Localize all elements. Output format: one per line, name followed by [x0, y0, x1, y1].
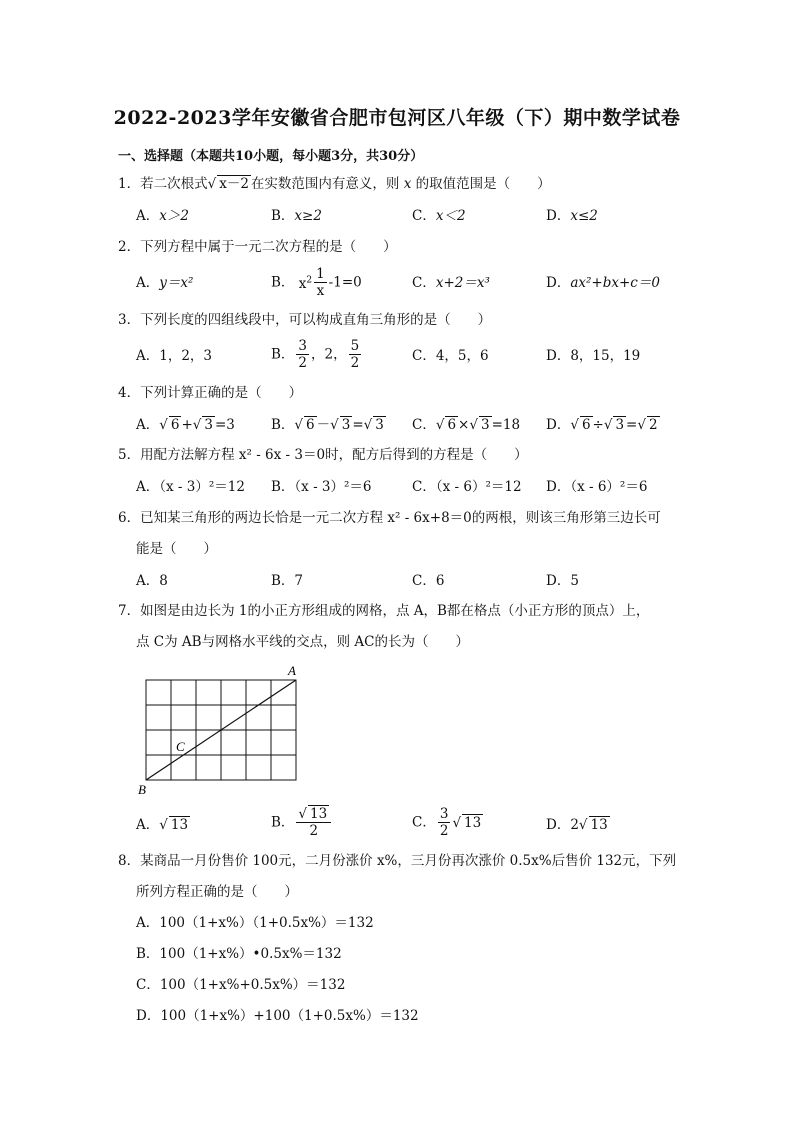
option-value: x≤2 [570, 208, 598, 224]
option-value: ax²+bx+c＝0 [570, 275, 660, 291]
q3-option-d[interactable] [546, 346, 640, 366]
radicand: 6 [170, 417, 180, 433]
radicand: 3 [480, 417, 490, 433]
option-label: A． [136, 573, 160, 589]
q4-option-d[interactable] [546, 415, 660, 435]
option-value: 6 [435, 573, 445, 589]
option-label: C． [412, 208, 436, 224]
q4-option-c[interactable] [412, 415, 520, 435]
radicand: 3 [615, 417, 625, 433]
result: = [626, 417, 638, 433]
option-label: B． [271, 814, 295, 831]
question-4: 4．下列计算正确的是（ ） [118, 385, 303, 401]
option-label: C． [412, 275, 436, 291]
sqrt: √ 13 [578, 817, 608, 833]
option-label: B． [271, 346, 295, 363]
q7b-fraction [296, 806, 331, 839]
option-label: D． [546, 573, 571, 589]
q2-option-b[interactable] [271, 266, 362, 299]
section-heading: 一、选择题（本题共10小题，每小题3分，共30分） [118, 149, 424, 164]
q2-option-a[interactable] [136, 273, 193, 293]
option-label: D． [546, 479, 571, 495]
sqrt: √ 6 [294, 417, 315, 433]
question-2: 2．下列方程中属于一元二次方程的是（ ） [118, 239, 397, 255]
q1-option-a[interactable] [136, 206, 189, 226]
radicand: 13 [464, 814, 482, 831]
q8-option-c[interactable]: C．100（1+x%+0.5x%）＝132 [136, 977, 346, 993]
option-label: D． [546, 817, 571, 833]
sqrt: √ 13 [159, 817, 189, 833]
option-label: C． [412, 479, 436, 495]
radicand: 13 [170, 817, 189, 833]
option-value [299, 276, 312, 292]
q3-option-b[interactable] [271, 338, 363, 371]
q1-var: x [403, 176, 412, 192]
question-3: 3．下列长度的四组线段中，可以构成直角三角形的是（ ） [118, 312, 492, 328]
option-value: 1，2，3 [159, 348, 213, 364]
operator: ÷ [592, 417, 604, 433]
question-5: 5．用配方法解方程 x² - 6x - 3＝0时，配方后得到的方程是（ ） [118, 447, 528, 463]
sqrt: √ 3 [469, 417, 490, 433]
option-label: B． [271, 274, 295, 291]
question-8-line-1: 8．某商品一月份售价 100元，二月份涨价 x%，三月份再次涨价 0.5x%后售价 132元，下列 [118, 853, 677, 869]
q3b-n1: 3 [298, 338, 308, 354]
option-label: C． [412, 573, 436, 589]
q5-option-c[interactable] [412, 477, 522, 497]
operator: × [458, 417, 470, 433]
sqrt: √ 6 [159, 417, 180, 433]
radicand: 13 [310, 806, 328, 822]
q7b-den: 2 [309, 823, 319, 839]
radicand: 3 [204, 417, 213, 433]
q5-option-b[interactable] [271, 477, 372, 497]
q2b-post: -1=0 [328, 274, 362, 291]
q7b-num [296, 806, 331, 823]
radicand: 2 [648, 417, 658, 433]
q8-option-a[interactable]: A．100（1+x%）（1+0.5x%）＝132 [136, 915, 374, 931]
option-value: （x - 3）²＝6 [294, 479, 372, 495]
q1-option-b[interactable] [271, 206, 322, 226]
q1-radicand: x－2 [219, 176, 249, 192]
question-7-line-2: 点 C为 AB与网格水平线的交点，则 AC的长为（ ） [136, 634, 469, 650]
radicand: 6 [447, 417, 457, 433]
result: =3 [214, 417, 235, 433]
radicand: 3 [341, 417, 351, 433]
point-a-label: A [288, 663, 296, 678]
sqrt: √ 3 [330, 417, 351, 433]
q7-option-b[interactable] [271, 806, 333, 839]
sqrt: √ 6 [435, 417, 457, 433]
option-label: B． [271, 479, 295, 495]
sqrt: √ 3 [603, 417, 625, 433]
q6-option-a[interactable] [136, 571, 168, 591]
q3-option-c[interactable] [412, 346, 489, 366]
q2b-exp: 2 [306, 275, 313, 286]
q3b-d1: 2 [298, 355, 308, 371]
q2b-num: 1 [316, 266, 325, 282]
option-value: （x - 6）²＝12 [435, 479, 522, 495]
option-label: B． [271, 208, 295, 224]
q5-option-d[interactable] [546, 477, 647, 497]
q4-option-a[interactable] [136, 415, 235, 435]
q3b-n2: 5 [350, 338, 360, 354]
option-label: B． [271, 417, 295, 433]
q8-option-b[interactable]: B．100（1+x%）•0.5x%＝132 [136, 946, 342, 962]
radicand: 3 [375, 417, 384, 433]
option-label: A． [136, 275, 160, 291]
q7-option-c[interactable] [412, 806, 483, 839]
radicand: 6 [306, 417, 315, 433]
sqrt: √ 13 [452, 814, 482, 831]
q7-option-a[interactable] [136, 815, 190, 835]
sqrt: √ 3 [192, 417, 213, 433]
q1-text-c: 的取值范围是（ ） [415, 176, 551, 192]
result: =18 [491, 417, 521, 433]
option-label: D． [546, 417, 571, 433]
q7c-fraction [438, 806, 451, 839]
q3b-frac1 [296, 338, 309, 371]
option-value: 8 [159, 573, 168, 589]
result: = [352, 417, 364, 433]
option-value: x＞2 [159, 208, 189, 224]
option-label: A． [136, 417, 160, 433]
point-c-label: C [176, 739, 185, 754]
sqrt: √ 13 [298, 806, 328, 822]
option-value: 5 [570, 573, 579, 589]
option-label: B． [271, 573, 295, 589]
option-value: x+2＝x³ [435, 275, 490, 291]
q2-option-c[interactable] [412, 273, 490, 293]
q1-text-b: 在实数范围内有意义，则 [250, 176, 400, 192]
option-label: A． [136, 208, 160, 224]
option-label: C． [412, 417, 436, 433]
grid-figure [136, 662, 311, 800]
option-value: （x - 3）²＝12 [159, 479, 245, 495]
option-value: （x - 6）²＝6 [570, 479, 648, 495]
question-7-line-1: 7．如图是由边长为 1的小正方形组成的网格，点 A，B都在格点（小正方形的顶点）上， [118, 603, 650, 619]
option-value: 8，15，19 [570, 348, 641, 364]
option-label: D． [546, 348, 571, 364]
point-b-label: B [138, 782, 146, 797]
q1-text-a: 1．若二次根式 [118, 176, 208, 192]
q8-option-d[interactable]: D．100（1+x%）+100（1+0.5x%）＝132 [136, 1008, 419, 1024]
q3-option-a[interactable] [136, 346, 212, 366]
q1-option-c[interactable] [412, 206, 466, 226]
option-value: x＜2 [435, 208, 466, 224]
q6-option-c[interactable] [412, 571, 444, 591]
q3b-d2: 2 [350, 355, 360, 371]
option-label: C． [412, 348, 436, 364]
question-8-line-2: 所列方程正确的是（ ） [136, 884, 298, 900]
q2b-x: x [298, 276, 307, 293]
question-1 [118, 174, 551, 194]
operator: + [181, 417, 193, 433]
q2-option-d[interactable] [546, 273, 660, 293]
option-label: D． [546, 208, 571, 224]
option-label: A． [136, 479, 160, 495]
option-label: A． [136, 348, 160, 364]
q3b-mid: ，2， [311, 346, 347, 363]
radicand: 13 [590, 817, 608, 833]
page-title: 2022-2023学年安徽省合肥市包河区八年级（下）期中数学试卷 [113, 107, 681, 129]
sqrt: √ 3 [363, 417, 384, 433]
operator: － [316, 417, 331, 433]
q7c-num: 3 [439, 806, 449, 822]
q7-option-d[interactable] [546, 815, 610, 835]
option-label: A． [136, 817, 160, 833]
question-6-line-1: 6．已知某三角形的两边长恰是一元二次方程 x² - 6x+8＝0的两根，则该三角形第三边长可 [118, 510, 661, 526]
option-label: D． [546, 275, 571, 291]
option-value: x≥2 [294, 208, 322, 224]
radicand: 6 [581, 417, 591, 433]
question-6-line-2: 能是（ ） [136, 541, 217, 557]
q6-option-d[interactable] [546, 571, 579, 591]
q1-option-d[interactable] [546, 206, 598, 226]
q2b-den: x [316, 283, 325, 299]
option-value: 4，5，6 [435, 348, 489, 364]
sqrt: √ 6 [570, 417, 591, 433]
sqrt: √ 2 [637, 417, 658, 433]
coefficient: 2 [570, 817, 579, 833]
option-value: 7 [294, 573, 304, 589]
q7c-den: 2 [439, 823, 449, 839]
q6-option-b[interactable] [271, 571, 303, 591]
q1-sqrt: √ x－2 [207, 176, 249, 192]
q2b-fraction [314, 266, 327, 299]
option-value: y＝x² [159, 275, 194, 291]
q3b-frac2 [349, 338, 362, 371]
q5-option-a[interactable] [136, 477, 245, 497]
q4-option-b[interactable] [271, 415, 386, 435]
option-label: C． [412, 814, 436, 831]
